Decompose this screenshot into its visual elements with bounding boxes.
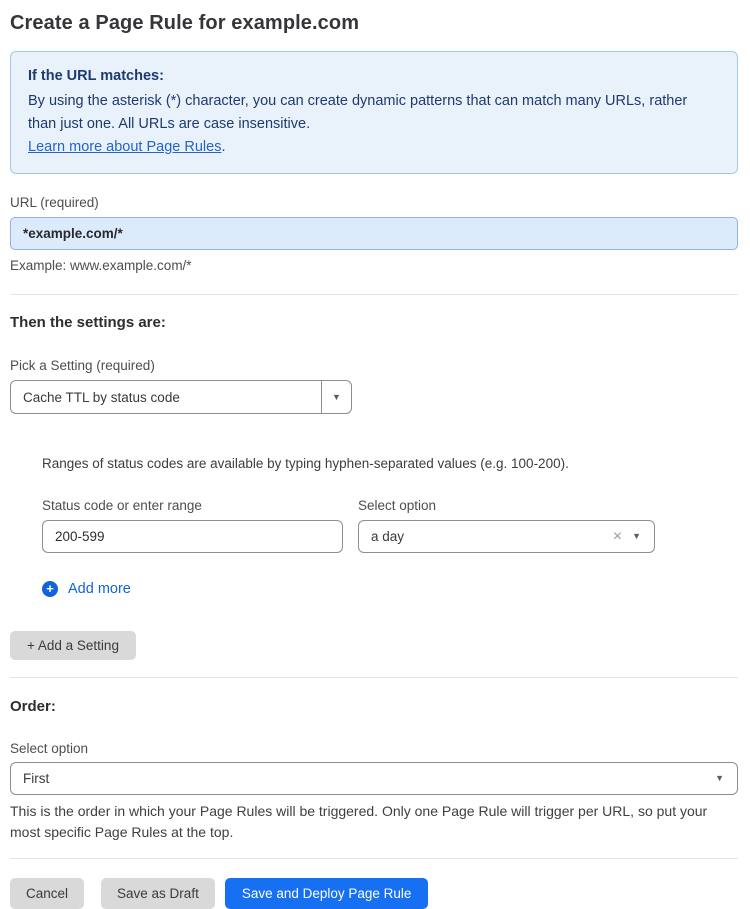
ttl-select-group: [358, 498, 655, 553]
setting-select-value: Cache TTL by status code: [23, 389, 180, 405]
page-title: Create a Page Rule for example.com: [10, 12, 360, 34]
settings-section-heading: Then the settings are:: [10, 314, 166, 331]
info-box-body: By using the asterisk (*) character, you can create dynamic patterns that can match many URLs, rather than just one. All URLs are case insensitive.: [28, 93, 688, 132]
setting-select[interactable]: [10, 380, 352, 414]
add-more-link[interactable]: [42, 581, 131, 597]
chevron-down-icon: ▼: [332, 391, 341, 402]
footer-actions: [10, 878, 738, 909]
url-input[interactable]: [10, 217, 738, 250]
link-suffix: .: [221, 139, 226, 155]
order-hint: This is the order in which your Page Rules will be triggered. Only one Page Rule will trigger per URL, so put your most specific Page Rules at the top.: [10, 803, 708, 840]
setting-select-arrow-cell[interactable]: [321, 381, 351, 413]
chevron-down-icon[interactable]: ▼: [632, 531, 641, 541]
order-section-heading: Order:: [10, 698, 56, 715]
divider: [10, 858, 738, 859]
status-code-label: Status code or enter range: [42, 498, 202, 513]
pick-setting-label: Pick a Setting (required): [10, 358, 155, 373]
url-example-hint: Example: www.example.com/*: [10, 258, 192, 273]
divider: [10, 677, 738, 678]
url-field-label: URL (required): [10, 195, 99, 210]
status-code-row: [42, 498, 738, 553]
ttl-select-label: Select option: [358, 498, 437, 513]
order-select[interactable]: [10, 762, 738, 795]
add-more-label: Add more: [68, 581, 131, 597]
cancel-button[interactable]: Cancel: [10, 878, 84, 909]
info-box-link-line: [28, 136, 720, 159]
status-code-input[interactable]: [42, 520, 343, 553]
ranges-hint: Ranges of status codes are available by typing hyphen-separated values (e.g. 100-200).: [42, 456, 569, 471]
plus-circle-icon: +: [42, 581, 58, 597]
clear-selection-icon[interactable]: ×: [612, 527, 623, 545]
save-draft-button[interactable]: Save as Draft: [101, 878, 215, 909]
ttl-select[interactable]: [358, 520, 655, 553]
ttl-select-value: a day: [371, 529, 405, 544]
order-select-label: Select option: [10, 741, 89, 756]
order-select-value: First: [23, 771, 50, 786]
setting-detail-block: [42, 456, 738, 598]
save-deploy-button[interactable]: Save and Deploy Page Rule: [225, 878, 429, 909]
url-match-info-box: [10, 51, 738, 174]
divider: [10, 294, 738, 295]
status-code-group: [42, 498, 343, 553]
add-setting-button[interactable]: + Add a Setting: [10, 631, 136, 660]
info-box-heading: If the URL matches:: [28, 68, 164, 84]
chevron-down-icon: ▼: [715, 773, 724, 783]
learn-more-link[interactable]: Learn more about Page Rules: [28, 139, 222, 155]
